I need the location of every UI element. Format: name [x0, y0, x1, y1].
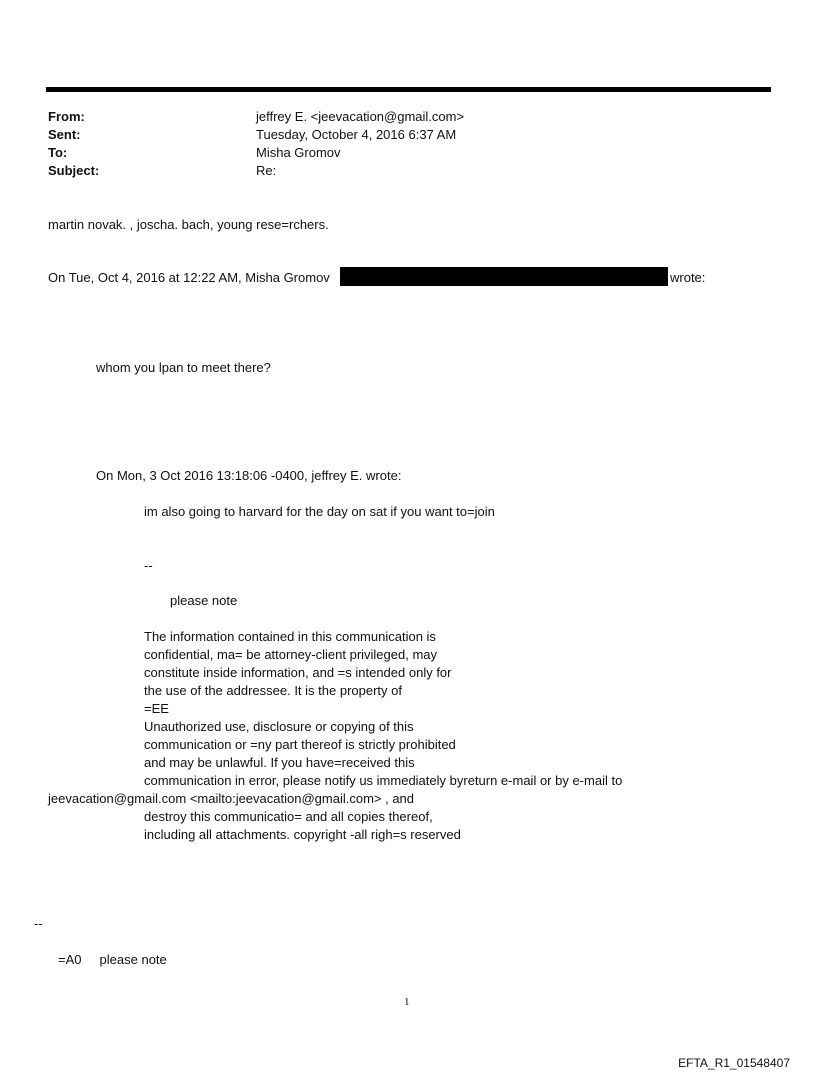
subject-value: Re:	[256, 163, 277, 178]
quote2-text: im also going to harvard for the day on sat if you want to=join	[144, 504, 495, 519]
page-number: 1	[404, 996, 410, 1008]
to-label: To:	[48, 145, 68, 160]
redaction-bar	[340, 267, 668, 286]
disclaimer-line: and may be unlawful. If you have=received this	[144, 755, 415, 770]
header-rule	[46, 87, 771, 92]
disclaimer-line: including all attachments. copyright -all righ=s reserved	[144, 827, 461, 842]
footer-note: =A0 please note	[58, 952, 167, 967]
document-id: EFTA_R1_01548407	[678, 1056, 790, 1070]
disclaimer-line: jeevacation@gmail.com <mailto:jeevacation@gmail.com> , and	[48, 791, 415, 806]
disclaimer-line: communication in error, please notify us immediately byreturn e-mail or by e-mail to	[144, 773, 623, 788]
to-value: Misha Gromov	[256, 145, 341, 160]
please-note: please note	[170, 593, 238, 608]
quote1-intro-prefix: On Tue, Oct 4, 2016 at 12:22 AM, Misha Gromov	[48, 270, 330, 285]
sent-value: Tuesday, October 4, 2016 6:37 AM	[256, 127, 457, 142]
quote1-text: whom you lpan to meet there?	[96, 360, 271, 375]
disclaimer-line: The information contained in this communication is	[144, 629, 436, 644]
disclaimer-line: constitute inside information, and =s intended only for	[144, 665, 452, 680]
disclaimer-line: communication or =ny part thereof is strictly prohibited	[144, 737, 456, 752]
from-value: jeffrey E. <jeevacation@gmail.com>	[256, 109, 465, 124]
quote1-intro-suffix: wrote:	[670, 270, 706, 285]
disclaimer-line: =EE	[144, 701, 169, 716]
disclaimer-line: the use of the addressee. It is the property of	[144, 683, 402, 698]
reply-line: martin novak. , joscha. bach, young rese=rchers.	[48, 217, 329, 232]
subject-label: Subject:	[48, 163, 100, 178]
signature-dashes: --	[144, 558, 153, 573]
disclaimer-line: destroy this communicatio= and all copies thereof,	[144, 809, 433, 824]
disclaimer-line: confidential, ma= be attorney-client privileged, may	[144, 647, 438, 662]
footer-dashes: --	[34, 916, 43, 931]
quote2-intro: On Mon, 3 Oct 2016 13:18:06 -0400, jeffrey E. wrote:	[96, 468, 402, 483]
disclaimer-line: Unauthorized use, disclosure or copying of this	[144, 719, 414, 734]
from-label: From:	[48, 109, 85, 124]
sent-label: Sent:	[48, 127, 81, 142]
